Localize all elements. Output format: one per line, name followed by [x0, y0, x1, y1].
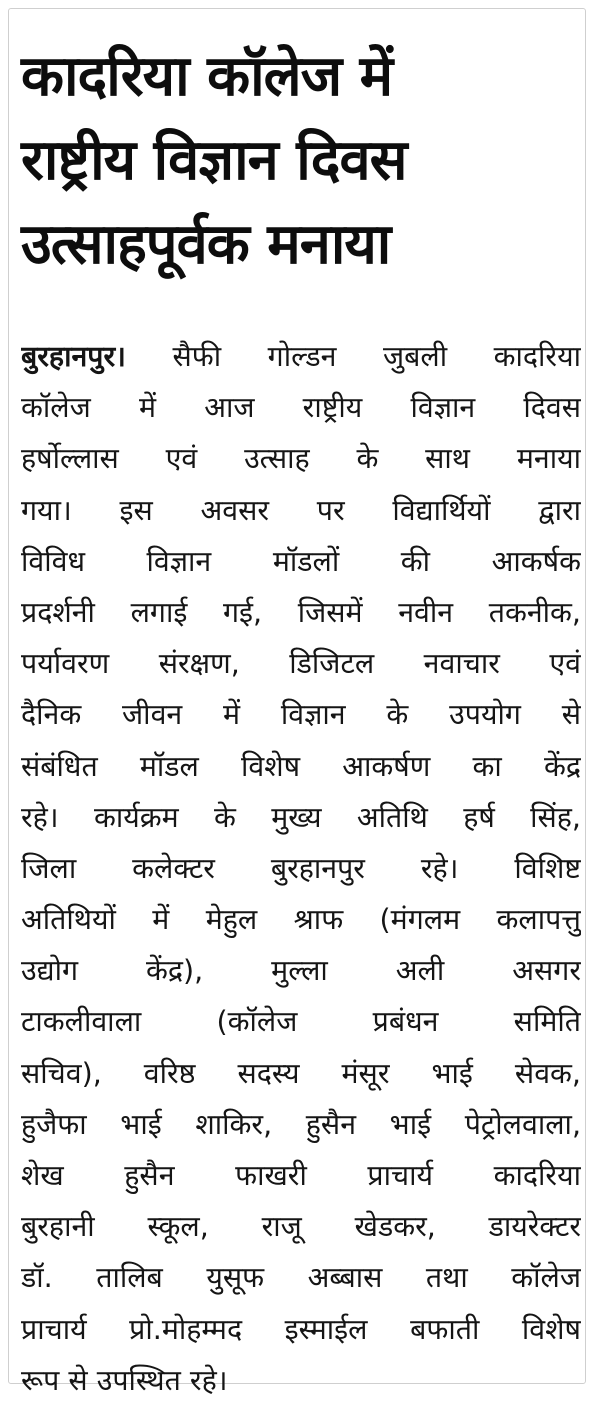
article-line-8: दैनिक जीवन में विज्ञान के उपयोग से [21, 698, 581, 732]
headline-line-3: उत्साहपूर्वक मनाया [21, 212, 391, 277]
article-line-7: पर्यावरण संरक्षण, डिजिटल नवाचार एवं [21, 647, 581, 681]
article-line-5: विविध विज्ञान मॉडलों की आकर्षक [21, 544, 581, 578]
news-clipping [8, 8, 586, 1397]
headline-line-1: कादरिया कॉलेज में [21, 44, 393, 109]
article-line-11: जिला कलेक्टर बुरहानपुर रहे। विशिष्ट [21, 851, 581, 885]
article-line-9: संबंधित मॉडल विशेष आकर्षण का केंद्र [21, 749, 581, 783]
headline-line-2: राष्ट्रीय विज्ञान दिवस [21, 128, 407, 193]
article-line-15: सचिव), वरिष्ठ सदस्य मंसूर भाई सेवक, [21, 1056, 581, 1090]
article-line-2: कॉलेज में आज राष्ट्रीय विज्ञान दिवस [21, 391, 581, 425]
article-line-10: रहे। कार्यक्रम के मुख्य अतिथि हर्ष सिंह, [21, 800, 581, 834]
article-line-20: प्राचार्य प्रो.मोहम्मद इस्माईल बफाती विशेष [21, 1312, 581, 1346]
article-line-21: रूप से उपस्थित रहे। [21, 1363, 228, 1397]
article-line-6: प्रदर्शनी लगाई गई, जिसमें नवीन तकनीक, [21, 595, 581, 629]
headline [21, 35, 581, 287]
dateline: बुरहानपुर। [21, 340, 126, 373]
article-body [21, 331, 581, 1406]
article-line-16: हुजैफा भाई शाकिर, हुसैन भाई पेट्रोलवाला, [21, 1107, 581, 1141]
article-line-13: उद्योग केंद्र), मुल्ला अली असगर [21, 954, 581, 988]
article-line-4: गया। इस अवसर पर विद्यार्थियों द्वारा [21, 493, 581, 527]
article-line-14: टाकलीवाला (कॉलेज प्रबंधन समिति [21, 1005, 581, 1039]
article-line-3: हर्षोल्लास एवं उत्साह के साथ मनाया [21, 442, 581, 476]
article-line-18: बुरहानी स्कूल, राजू खेडकर, डायरेक्टर [21, 1210, 581, 1244]
article-line-17: शेख हुसैन फाखरी प्राचार्य कादरिया [21, 1159, 581, 1192]
first-line-text: सैफी गोल्डन जुबली कादरिया [172, 340, 581, 373]
article-line-1 [21, 331, 581, 382]
article-line-19: डॉ. तालिब युसूफ अब्बास तथा कॉलेज [21, 1261, 581, 1295]
article-line-12: अतिथियों में मेहुल श्राफ (मंगलम कलापत्तु [21, 903, 581, 937]
